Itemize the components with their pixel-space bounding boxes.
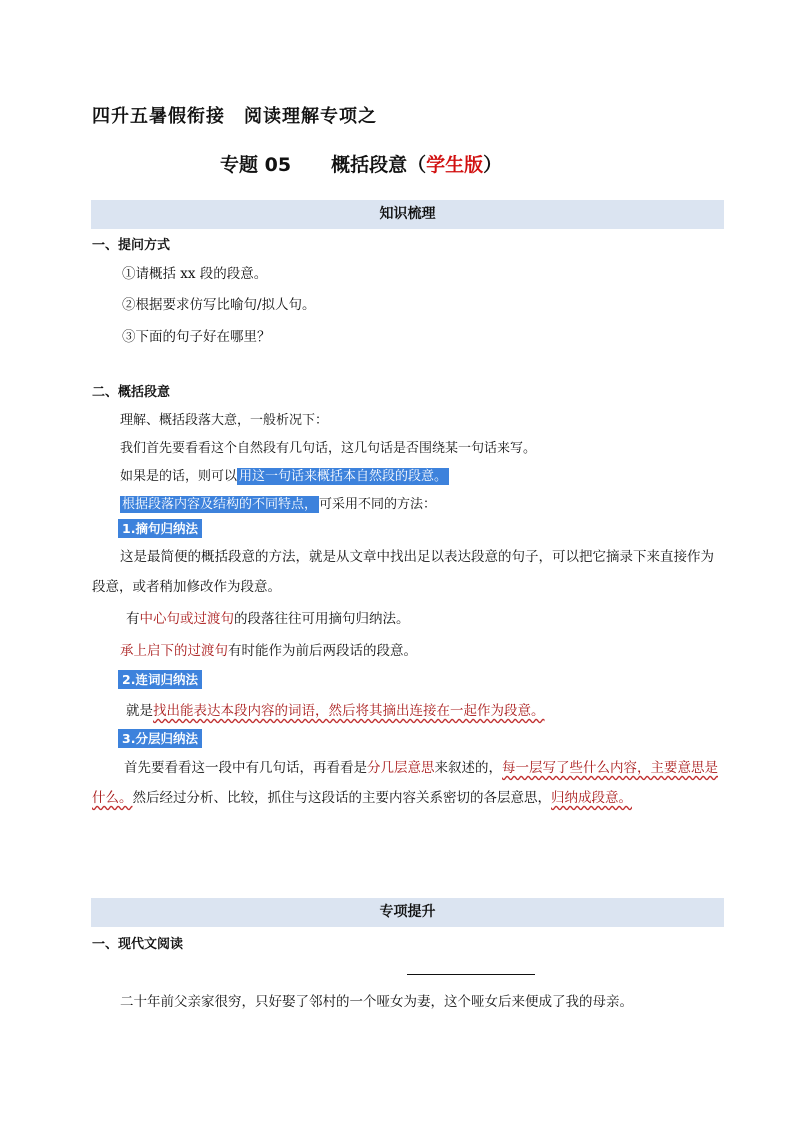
method-3-paragraph: 首先要看看这一段中有几句话，再看看是分几层意思来叙述的，每一层写了些什么内容，主要意思是什么。然后经过分析、比较，抓住与这段话的主要内容关系密切的各层意思，归纳成段意。 — [92, 760, 718, 806]
question-item-1: ①请概括 xx 段的段意。 — [122, 266, 268, 282]
title-blank-line — [407, 973, 535, 975]
edition-label: 学生版 — [426, 154, 484, 176]
method-2-tag: 2.连词归纳法 — [118, 670, 202, 688]
section-bar-practice: 专项提升 — [91, 898, 724, 927]
reading-heading: 一、现代文阅读 — [92, 937, 184, 952]
topic-number: 专题 05 — [220, 154, 292, 176]
topic-name: 概括段意 — [331, 154, 408, 176]
method-1-paragraph: 这是最简便的概括段意的方法，就是从文章中找出足以表达段意的句子，可以把它摘录下来直接作为段意，或者稍加修改作为段意。 — [92, 549, 714, 595]
method-3-tag: 3.分层归纳法 — [118, 729, 202, 747]
intro-line-3: 如果是的话，则可以 用这一句话来概括本自然段的段意。 — [120, 469, 448, 484]
highlighted-text: 根据段落内容及结构的不同特点， — [122, 497, 318, 512]
method-1-note-1: 有中心句或过渡句的段落往往可用摘句归纳法。 — [126, 611, 410, 627]
page-title-line1: 四升五暑假衔接 阅读理解专项之 — [92, 106, 377, 127]
summary-heading: 二、概括段意 — [92, 385, 171, 400]
method-1-tag: 1.摘句归纳法 — [118, 519, 202, 537]
method-2-paragraph: 就是找出能表达本段内容的词语，然后将其摘出连接在一起作为段意。 — [126, 703, 545, 719]
section-bar-knowledge: 知识梳理 — [91, 200, 724, 229]
intro-line-4: 根据段落内容及结构的不同特点， 可采用不同的方法： — [122, 497, 437, 512]
method-1-note-2: 承上启下的过渡句有时能作为前后两段话的段意。 — [120, 643, 417, 659]
question-item-2: ②根据要求仿写比喻句/拟人句。 — [122, 297, 316, 313]
highlighted-text: 用这一句话来概括本自然段的段意。 — [239, 469, 448, 484]
question-item-3: ③下面的句子好在哪里？ — [122, 329, 271, 345]
intro-line-1: 理解、概括段落大意，一般析况下： — [120, 413, 329, 428]
intro-line-2: 我们首先要看看这个自然段有几句话，这几句话是否围绕某一句话来写。 — [120, 441, 537, 456]
question-types-heading: 一、提问方式 — [92, 238, 171, 253]
topic-title: 专题 05 概括段意（学生版） — [220, 154, 503, 176]
reading-paragraph-1: 二十年前父亲家很穷，只好娶了邻村的一个哑女为妻，这个哑女后来便成了我的母亲。 — [120, 994, 633, 1010]
